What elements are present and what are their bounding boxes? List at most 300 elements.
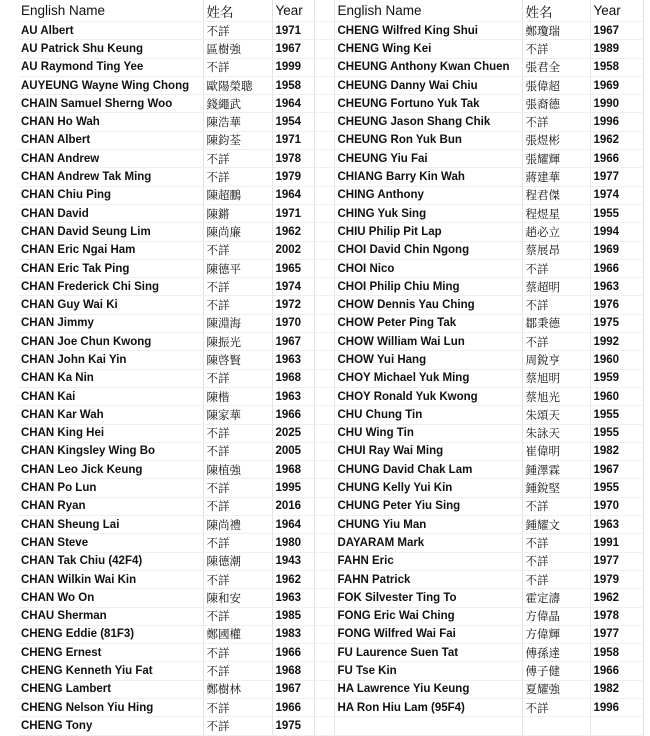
right-english-name-cell: HA Lawrence Yiu Keung xyxy=(334,680,522,698)
right-english-name-cell: CHING Yuk Sing xyxy=(334,204,522,222)
left-english-name-cell: CHAN Ryan xyxy=(18,497,203,515)
left-year-cell: 1980 xyxy=(272,534,314,552)
column-gap xyxy=(314,296,334,314)
left-english-name-cell: CHAN Wilkin Wai Kin xyxy=(18,570,203,588)
column-gap xyxy=(314,644,334,662)
table-row xyxy=(18,150,643,168)
left-year-cell: 1966 xyxy=(272,698,314,716)
right-chinese-name-cell: 不詳 xyxy=(522,497,590,515)
left-english-name-cell: CHAN Wo On xyxy=(18,589,203,607)
left-english-name-cell: CHAN Steve xyxy=(18,534,203,552)
left-year-cell: 1972 xyxy=(272,296,314,314)
right-year-cell: 1977 xyxy=(590,625,643,643)
column-gap xyxy=(314,424,334,442)
table-row xyxy=(18,698,643,716)
table-row xyxy=(18,424,643,442)
right-year-cell: 1982 xyxy=(590,680,643,698)
right-english-name-cell: CHUNG David Chak Lam xyxy=(334,461,522,479)
header-year-left: Year xyxy=(272,0,314,22)
left-chinese-name-cell: 陳尚廉 xyxy=(203,223,272,241)
right-year-cell: 1969 xyxy=(590,76,643,94)
column-gap xyxy=(314,168,334,186)
left-year-cell: 1963 xyxy=(272,589,314,607)
right-year-cell: 1977 xyxy=(590,552,643,570)
left-chinese-name-cell: 陳德潮 xyxy=(203,552,272,570)
left-chinese-name-cell: 不詳 xyxy=(203,22,272,40)
left-chinese-name-cell: 陳和安 xyxy=(203,589,272,607)
left-year-cell: 2005 xyxy=(272,442,314,460)
left-chinese-name-cell: 錢繩武 xyxy=(203,95,272,113)
right-year-cell: 1977 xyxy=(590,168,643,186)
left-year-cell: 1968 xyxy=(272,461,314,479)
left-english-name-cell: CHAN John Kai Yin xyxy=(18,351,203,369)
right-chinese-name-cell: 鍾耀文 xyxy=(522,516,590,534)
column-gap xyxy=(314,387,334,405)
left-english-name-cell: CHAN Kingsley Wing Bo xyxy=(18,442,203,460)
left-english-name-cell: CHAN David Seung Lim xyxy=(18,223,203,241)
left-english-name-cell: CHAN Ka Nin xyxy=(18,369,203,387)
left-english-name-cell: CHAN Ho Wah xyxy=(18,113,203,131)
column-gap xyxy=(314,607,334,625)
column-gap xyxy=(314,442,334,460)
right-year-cell: 1955 xyxy=(590,204,643,222)
right-english-name-cell: FAHN Eric xyxy=(334,552,522,570)
header-chinese-name-right: 姓名 xyxy=(522,0,590,22)
left-english-name-cell: CHAN Frederick Chi Sing xyxy=(18,278,203,296)
left-chinese-name-cell: 不詳 xyxy=(203,644,272,662)
right-year-cell: 1959 xyxy=(590,369,643,387)
column-gap xyxy=(314,369,334,387)
left-chinese-name-cell: 不詳 xyxy=(203,534,272,552)
right-english-name-cell: CHUNG Yiu Man xyxy=(334,516,522,534)
left-english-name-cell: CHAN Albert xyxy=(18,131,203,149)
right-year-cell: 1966 xyxy=(590,259,643,277)
left-year-cell: 1971 xyxy=(272,131,314,149)
left-year-cell: 1954 xyxy=(272,113,314,131)
right-english-name-cell: CHENG Wing Kei xyxy=(334,40,522,58)
right-year-cell: 1969 xyxy=(590,241,643,259)
left-year-cell: 1971 xyxy=(272,22,314,40)
right-year-cell: 1963 xyxy=(590,278,643,296)
right-chinese-name-cell: 不詳 xyxy=(522,333,590,351)
right-english-name-cell: CHEUNG Danny Wai Chiu xyxy=(334,76,522,94)
right-year-cell: 1978 xyxy=(590,607,643,625)
column-gap xyxy=(314,461,334,479)
left-english-name-cell: CHENG Ernest xyxy=(18,644,203,662)
header-year-right: Year xyxy=(590,0,643,22)
right-english-name-cell: CHUNG Peter Yiu Sing xyxy=(334,497,522,515)
column-gap xyxy=(314,406,334,424)
right-year-cell: 1955 xyxy=(590,406,643,424)
left-year-cell: 1964 xyxy=(272,95,314,113)
left-chinese-name-cell: 不詳 xyxy=(203,662,272,680)
left-year-cell: 2002 xyxy=(272,241,314,259)
table-row xyxy=(18,168,643,186)
right-chinese-name-cell: 鍾銳堅 xyxy=(522,479,590,497)
left-chinese-name-cell: 不詳 xyxy=(203,717,272,735)
left-year-cell: 1978 xyxy=(272,150,314,168)
table-row xyxy=(18,113,643,131)
left-english-name-cell: CHAN Eric Ngai Ham xyxy=(18,241,203,259)
right-english-name-cell: FU Tse Kin xyxy=(334,662,522,680)
right-year-cell: 1960 xyxy=(590,351,643,369)
right-chinese-name-cell: 蔡展昂 xyxy=(522,241,590,259)
right-chinese-name-cell: 蔣建華 xyxy=(522,168,590,186)
left-english-name-cell: CHAN Chiu Ping xyxy=(18,186,203,204)
left-english-name-cell: CHAN Jimmy xyxy=(18,314,203,332)
right-english-name-cell: CHUI Ray Wai Ming xyxy=(334,442,522,460)
header-english-name-right: English Name xyxy=(334,0,522,22)
right-year-cell: 1955 xyxy=(590,424,643,442)
left-chinese-name-cell: 不詳 xyxy=(203,607,272,625)
left-english-name-cell: CHAN David xyxy=(18,204,203,222)
left-year-cell: 2025 xyxy=(272,424,314,442)
column-gap xyxy=(314,333,334,351)
left-english-name-cell: AU Raymond Ting Yee xyxy=(18,58,203,76)
column-gap xyxy=(314,516,334,534)
table-row xyxy=(18,552,643,570)
left-year-cell: 1966 xyxy=(272,406,314,424)
right-year-cell: 1962 xyxy=(590,589,643,607)
left-chinese-name-cell: 不詳 xyxy=(203,150,272,168)
left-year-cell: 1983 xyxy=(272,625,314,643)
table-row xyxy=(18,278,643,296)
table-row xyxy=(18,40,643,58)
left-chinese-name-cell: 陳振光 xyxy=(203,333,272,351)
right-chinese-name-cell: 方偉輝 xyxy=(522,625,590,643)
table-row xyxy=(18,351,643,369)
left-english-name-cell: CHAU Sherman xyxy=(18,607,203,625)
left-english-name-cell: CHAN Andrew Tak Ming xyxy=(18,168,203,186)
right-english-name-cell: CHOY Ronald Yuk Kwong xyxy=(334,387,522,405)
right-chinese-name-cell: 張裔德 xyxy=(522,95,590,113)
right-chinese-name-cell: 夏耀強 xyxy=(522,680,590,698)
right-chinese-name-cell: 鄒秉德 xyxy=(522,314,590,332)
left-english-name-cell: CHAN Kai xyxy=(18,387,203,405)
left-english-name-cell: CHAN Andrew xyxy=(18,150,203,168)
right-year-cell: 1955 xyxy=(590,479,643,497)
right-chinese-name-cell: 不詳 xyxy=(522,259,590,277)
table-row xyxy=(18,95,643,113)
column-gap xyxy=(314,278,334,296)
right-year-cell: 1967 xyxy=(590,461,643,479)
table-row xyxy=(18,223,643,241)
column-gap xyxy=(314,698,334,716)
left-chinese-name-cell: 陳鈞荃 xyxy=(203,131,272,149)
left-year-cell: 1964 xyxy=(272,516,314,534)
table-row xyxy=(18,296,643,314)
column-gap xyxy=(314,40,334,58)
left-year-cell: 1962 xyxy=(272,223,314,241)
table-row xyxy=(18,131,643,149)
column-gap xyxy=(314,534,334,552)
right-english-name-cell: CHU Chung Tin xyxy=(334,406,522,424)
left-chinese-name-cell: 不詳 xyxy=(203,278,272,296)
table-row xyxy=(18,570,643,588)
left-year-cell: 1971 xyxy=(272,204,314,222)
table-row xyxy=(18,369,643,387)
left-english-name-cell: CHAN Eric Tak Ping xyxy=(18,259,203,277)
right-chinese-name-cell: 不詳 xyxy=(522,698,590,716)
left-year-cell: 1995 xyxy=(272,479,314,497)
right-chinese-name-cell: 蔡超明 xyxy=(522,278,590,296)
right-chinese-name-cell: 傅孫達 xyxy=(522,644,590,662)
right-chinese-name-cell: 不詳 xyxy=(522,296,590,314)
right-chinese-name-cell: 不詳 xyxy=(522,570,590,588)
column-gap xyxy=(314,22,334,40)
left-year-cell: 1975 xyxy=(272,717,314,735)
right-chinese-name-cell: 不詳 xyxy=(522,113,590,131)
column-gap xyxy=(314,131,334,149)
right-year-cell: 1991 xyxy=(590,534,643,552)
left-english-name-cell: AU Patrick Shu Keung xyxy=(18,40,203,58)
right-year-cell: 1958 xyxy=(590,58,643,76)
right-english-name-cell: CHOI Nico xyxy=(334,259,522,277)
table-row xyxy=(18,607,643,625)
column-gap xyxy=(314,223,334,241)
right-year-cell: 1974 xyxy=(590,186,643,204)
left-year-cell: 1967 xyxy=(272,680,314,698)
left-english-name-cell: CHAN Joe Chun Kwong xyxy=(18,333,203,351)
column-gap xyxy=(314,241,334,259)
header-chinese-name-left: 姓名 xyxy=(203,0,272,22)
table-row xyxy=(18,644,643,662)
table-row xyxy=(18,241,643,259)
table-row xyxy=(18,333,643,351)
table-row xyxy=(18,662,643,680)
right-year-cell: 1982 xyxy=(590,442,643,460)
right-english-name-cell: CHOW William Wai Lun xyxy=(334,333,522,351)
right-english-name-cell: FONG Eric Wai Ching xyxy=(334,607,522,625)
right-year-cell: 1962 xyxy=(590,131,643,149)
left-year-cell: 1967 xyxy=(272,40,314,58)
right-year-cell: 1990 xyxy=(590,95,643,113)
left-english-name-cell: CHAN Sheung Lai xyxy=(18,516,203,534)
table-row xyxy=(18,314,643,332)
right-english-name-cell: CHU Wing Tin xyxy=(334,424,522,442)
right-chinese-name-cell: 崔偉明 xyxy=(522,442,590,460)
header-row xyxy=(18,0,643,22)
left-year-cell: 1974 xyxy=(272,278,314,296)
table-row xyxy=(18,680,643,698)
right-year-cell: 1966 xyxy=(590,662,643,680)
left-chinese-name-cell: 區樹強 xyxy=(203,40,272,58)
left-year-cell: 1970 xyxy=(272,314,314,332)
left-chinese-name-cell: 不詳 xyxy=(203,570,272,588)
left-chinese-name-cell: 陳浩華 xyxy=(203,113,272,131)
left-english-name-cell: CHAN Guy Wai Ki xyxy=(18,296,203,314)
right-chinese-name-cell: 程君傑 xyxy=(522,186,590,204)
right-year-cell: 1966 xyxy=(590,150,643,168)
left-year-cell: 1968 xyxy=(272,369,314,387)
right-chinese-name-cell: 朱頌天 xyxy=(522,406,590,424)
left-chinese-name-cell: 陳楷 xyxy=(203,387,272,405)
right-chinese-name-cell: 朱詠天 xyxy=(522,424,590,442)
left-english-name-cell: CHENG Nelson Yiu Hing xyxy=(18,698,203,716)
table-row xyxy=(18,58,643,76)
left-chinese-name-cell: 陳家華 xyxy=(203,406,272,424)
right-chinese-name-cell: 霍定濤 xyxy=(522,589,590,607)
column-gap xyxy=(314,150,334,168)
table-row xyxy=(18,442,643,460)
right-year-cell: 1996 xyxy=(590,698,643,716)
right-chinese-name-cell: 周銳亨 xyxy=(522,351,590,369)
column-gap xyxy=(314,680,334,698)
names-table xyxy=(18,0,644,736)
column-gap xyxy=(314,113,334,131)
right-year-cell: 1967 xyxy=(590,22,643,40)
right-english-name-cell: CHOI Philip Chiu Ming xyxy=(334,278,522,296)
left-chinese-name-cell: 陳尚禮 xyxy=(203,516,272,534)
left-chinese-name-cell: 陳鏘 xyxy=(203,204,272,222)
right-english-name-cell: FOK Silvester Ting To xyxy=(334,589,522,607)
table-row xyxy=(18,259,643,277)
left-year-cell: 1964 xyxy=(272,186,314,204)
right-english-name-cell: DAYARAM Mark xyxy=(334,534,522,552)
right-chinese-name-cell: 張煜彬 xyxy=(522,131,590,149)
right-english-name-cell: CHUNG Kelly Yui Kin xyxy=(334,479,522,497)
column-gap xyxy=(314,58,334,76)
right-year-cell: 1975 xyxy=(590,314,643,332)
table-row xyxy=(18,461,643,479)
right-english-name-cell: CHEUNG Yiu Fai xyxy=(334,150,522,168)
table-row xyxy=(18,186,643,204)
left-year-cell: 1943 xyxy=(272,552,314,570)
right-english-name-cell: CHOW Yui Hang xyxy=(334,351,522,369)
right-chinese-name-cell: 不詳 xyxy=(522,534,590,552)
column-gap xyxy=(314,552,334,570)
left-year-cell: 1979 xyxy=(272,168,314,186)
column-gap xyxy=(314,625,334,643)
left-chinese-name-cell: 不詳 xyxy=(203,497,272,515)
right-chinese-name-cell: 蔡旭光 xyxy=(522,387,590,405)
right-english-name-cell: CHING Anthony xyxy=(334,186,522,204)
right-chinese-name-cell: 傅子健 xyxy=(522,662,590,680)
column-gap xyxy=(314,497,334,515)
left-english-name-cell: CHAN Kar Wah xyxy=(18,406,203,424)
right-english-name-cell: CHEUNG Jason Shang Chik xyxy=(334,113,522,131)
right-chinese-name-cell: 張偉超 xyxy=(522,76,590,94)
column-gap xyxy=(314,662,334,680)
left-chinese-name-cell: 不詳 xyxy=(203,296,272,314)
right-english-name-cell: CHOW Peter Ping Tak xyxy=(334,314,522,332)
left-year-cell: 1985 xyxy=(272,607,314,625)
table-body xyxy=(18,22,643,736)
table-row xyxy=(18,406,643,424)
right-english-name-cell: FU Laurence Suen Tat xyxy=(334,644,522,662)
right-year-cell: 1989 xyxy=(590,40,643,58)
table-row xyxy=(18,387,643,405)
column-gap xyxy=(314,259,334,277)
right-english-name-cell: CHIANG Barry Kin Wah xyxy=(334,168,522,186)
column-gap xyxy=(314,314,334,332)
left-year-cell: 1963 xyxy=(272,351,314,369)
left-english-name-cell: CHENG Lambert xyxy=(18,680,203,698)
right-chinese-name-cell: 趙必立 xyxy=(522,223,590,241)
right-english-name-cell: CHIU Philip Pit Lap xyxy=(334,223,522,241)
right-chinese-name-cell: 方偉晶 xyxy=(522,607,590,625)
left-chinese-name-cell: 不詳 xyxy=(203,168,272,186)
table-row xyxy=(18,534,643,552)
left-chinese-name-cell: 鄭樹林 xyxy=(203,680,272,698)
left-chinese-name-cell: 不詳 xyxy=(203,479,272,497)
column-gap xyxy=(314,95,334,113)
column-gap xyxy=(314,204,334,222)
left-chinese-name-cell: 不詳 xyxy=(203,424,272,442)
right-year-cell: 1994 xyxy=(590,223,643,241)
left-english-name-cell: AUYEUNG Wayne Wing Chong xyxy=(18,76,203,94)
table-row xyxy=(18,497,643,515)
left-year-cell: 1999 xyxy=(272,58,314,76)
left-year-cell: 1962 xyxy=(272,570,314,588)
right-english-name-cell: CHENG Wilfred King Shui xyxy=(334,22,522,40)
column-gap xyxy=(314,479,334,497)
left-year-cell: 2016 xyxy=(272,497,314,515)
left-chinese-name-cell: 陳啓賢 xyxy=(203,351,272,369)
left-year-cell: 1968 xyxy=(272,662,314,680)
left-english-name-cell: AU Albert xyxy=(18,22,203,40)
table-row xyxy=(18,589,643,607)
right-english-name-cell: CHOY Michael Yuk Ming xyxy=(334,369,522,387)
table-row xyxy=(18,479,643,497)
left-chinese-name-cell: 陳德平 xyxy=(203,259,272,277)
left-year-cell: 1967 xyxy=(272,333,314,351)
left-year-cell: 1958 xyxy=(272,76,314,94)
left-english-name-cell: CHENG Kenneth Yiu Fat xyxy=(18,662,203,680)
left-english-name-cell: CHAN Leo Jick Keung xyxy=(18,461,203,479)
left-chinese-name-cell: 不詳 xyxy=(203,442,272,460)
column-gap xyxy=(314,570,334,588)
right-year-cell: 1976 xyxy=(590,296,643,314)
right-year-cell: 1958 xyxy=(590,644,643,662)
column-gap xyxy=(314,0,334,22)
column-gap xyxy=(314,351,334,369)
table-row xyxy=(18,625,643,643)
right-chinese-name-cell: 程煜星 xyxy=(522,204,590,222)
right-english-name-cell: FONG Wilfred Wai Fai xyxy=(334,625,522,643)
right-year-cell: 1963 xyxy=(590,516,643,534)
left-chinese-name-cell: 陳超鵬 xyxy=(203,186,272,204)
right-chinese-name-cell: 張君全 xyxy=(522,58,590,76)
right-year-cell: 1979 xyxy=(590,570,643,588)
right-chinese-name-cell: 不詳 xyxy=(522,552,590,570)
left-chinese-name-cell: 不詳 xyxy=(203,58,272,76)
right-year-cell: 1960 xyxy=(590,387,643,405)
table-row xyxy=(18,204,643,222)
right-year-cell: 1970 xyxy=(590,497,643,515)
left-english-name-cell: CHAN Po Lun xyxy=(18,479,203,497)
right-english-name-cell: HA Ron Hiu Lam (95F4) xyxy=(334,698,522,716)
right-chinese-name-cell: 鄭瓊瑞 xyxy=(522,22,590,40)
column-gap xyxy=(314,589,334,607)
left-chinese-name-cell: 鄭國權 xyxy=(203,625,272,643)
left-english-name-cell: CHENG Eddie (81F3) xyxy=(18,625,203,643)
right-english-name-cell: CHOI David Chin Ngong xyxy=(334,241,522,259)
right-chinese-name-cell: 張耀輝 xyxy=(522,150,590,168)
left-chinese-name-cell: 歐陽榮聰 xyxy=(203,76,272,94)
right-chinese-name-cell: 不詳 xyxy=(522,40,590,58)
right-english-name-cell: FAHN Patrick xyxy=(334,570,522,588)
right-english-name-cell: CHOW Dennis Yau Ching xyxy=(334,296,522,314)
left-chinese-name-cell: 陳淵海 xyxy=(203,314,272,332)
left-year-cell: 1966 xyxy=(272,644,314,662)
left-english-name-cell: CHAN King Hei xyxy=(18,424,203,442)
table-row xyxy=(18,22,643,40)
column-gap xyxy=(314,76,334,94)
left-year-cell: 1965 xyxy=(272,259,314,277)
left-year-cell: 1963 xyxy=(272,387,314,405)
right-english-name-cell: CHEUNG Anthony Kwan Chuen xyxy=(334,58,522,76)
